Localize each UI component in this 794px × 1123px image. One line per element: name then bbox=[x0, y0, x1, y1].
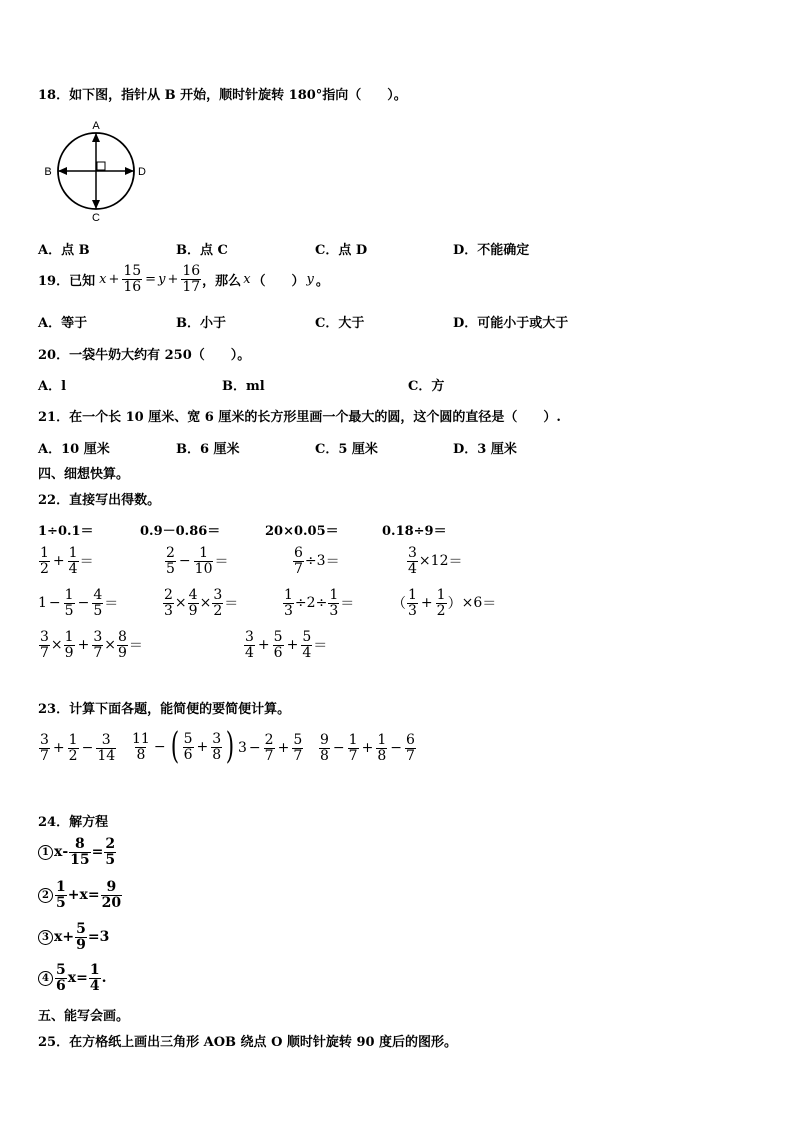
q20-option-c[interactable]: C．方 bbox=[408, 379, 445, 394]
q19-option-b[interactable]: B．小于 bbox=[176, 316, 226, 331]
q22-item-4: 0.18÷9＝ bbox=[382, 524, 447, 539]
q22-item-10: $\frac{2}{3}$ × $\frac{4}{9}$ × $\frac{3}{2}$ ＝ bbox=[164, 587, 239, 619]
q22-item-7: $\frac{6}{7}$ ÷ 3 ＝ bbox=[294, 545, 340, 577]
arrow-down-icon bbox=[92, 200, 100, 209]
q22-item-2: 0.9－0.86＝ bbox=[140, 524, 221, 539]
q23-expr-3: 3 − $\frac{2}{7}$ + $\frac{5}{7}$ bbox=[238, 732, 303, 764]
q18-option-d[interactable]: D．不能确定 bbox=[453, 243, 530, 258]
q23-expr-2: $\frac{11}{8}$ − ( $\frac{5}{6}$ + $\frac{3}{8}$ ) bbox=[132, 726, 235, 767]
q22-item-11: $\frac{1}{3}$ ÷ 2 ÷ $\frac{1}{3}$ ＝ bbox=[284, 587, 355, 619]
q21-option-b[interactable]: B．6 厘米 bbox=[176, 442, 240, 457]
q24-eq-3: 3 x + $\frac{5}{9}$ = 3 bbox=[38, 922, 109, 952]
q23-text: 23．计算下面各题，能简便的要简便计算。 bbox=[38, 702, 291, 717]
arrow-right-icon bbox=[125, 167, 134, 175]
section-5-heading: 五、能写会画。 bbox=[38, 1009, 130, 1024]
label-c: C bbox=[92, 212, 100, 224]
q21-option-d[interactable]: D．3 厘米 bbox=[453, 442, 517, 457]
q19-option-a[interactable]: A．等于 bbox=[38, 316, 88, 331]
q18-text: 18．如下图，指针从 B 开始，顺时针旋转 180°指向（ ）。 bbox=[38, 88, 407, 103]
q23-expr-1: $\frac{3}{7}$ + $\frac{1}{2}$ − $\frac{3}{14}$ bbox=[40, 732, 116, 764]
q18-option-a[interactable]: A．点 B bbox=[38, 243, 90, 258]
q23-expr-4: $\frac{9}{8}$ − $\frac{1}{7}$ + $\frac{1}{8}$ − $\frac{6}{7}$ bbox=[320, 732, 415, 764]
q22-item-5: $\frac{1}{2}$ + $\frac{1}{4}$ ＝ bbox=[40, 545, 94, 577]
q21-text: 21．在一个长 10 厘米、宽 6 厘米的长方形里画一个最大的圆，这个圆的直径是（ ）. bbox=[38, 410, 561, 425]
q22-text: 22．直接写出得数。 bbox=[38, 493, 161, 508]
label-b: B bbox=[44, 166, 52, 178]
q18-option-c[interactable]: C．点 D bbox=[315, 243, 368, 258]
q22-item-8: $\frac{3}{4}$ × 12 ＝ bbox=[408, 545, 463, 577]
q22-item-13: $\frac{3}{7}$ × $\frac{1}{9}$ + $\frac{3}{7}$ × $\frac{8}{9}$ ＝ bbox=[40, 629, 143, 661]
q22-item-3: 20×0.05＝ bbox=[265, 524, 339, 539]
section-4-heading: 四、细想快算。 bbox=[38, 467, 130, 482]
q20-text: 20．一袋牛奶大约有 250（ ）。 bbox=[38, 348, 251, 363]
q24-eq-4: 4 $\frac{5}{6}$ x = $\frac{1}{4}$ . bbox=[38, 963, 106, 993]
q22-item-12: （ $\frac{1}{3}$ + $\frac{1}{2}$ ） × 6 ＝ bbox=[392, 587, 497, 619]
q24-eq-2: 2 $\frac{1}{5}$ + x = $\frac{9}{20}$ bbox=[38, 880, 123, 910]
q22-item-9: 1 − $\frac{1}{5}$ − $\frac{4}{5}$ ＝ bbox=[38, 587, 119, 619]
q20-option-b[interactable]: B．ml bbox=[222, 379, 265, 394]
q24-eq-1: 1 x - $\frac{8}{15}$ = $\frac{2}{5}$ bbox=[38, 837, 117, 867]
q19-option-c[interactable]: C．大于 bbox=[315, 316, 365, 331]
q19-option-d[interactable]: D．可能小于或大于 bbox=[453, 316, 569, 331]
q22-item-6: $\frac{2}{5}$ − $\frac{1}{10}$ ＝ bbox=[166, 545, 229, 577]
q19-stem: 19．已知 x + $\frac{15}{16}$ = y + $\frac{16}{17}$ ，那么 x （ ） y 。 bbox=[38, 263, 329, 295]
label-a: A bbox=[92, 120, 100, 132]
right-angle-mark bbox=[97, 162, 105, 170]
q24-text: 24．解方程 bbox=[38, 815, 109, 830]
q21-option-a[interactable]: A．10 厘米 bbox=[38, 442, 110, 457]
compass-figure bbox=[40, 116, 150, 224]
q25-text: 25．在方格纸上画出三角形 AOB 绕点 O 顺时针旋转 90 度后的图形。 bbox=[38, 1035, 458, 1050]
q18-option-b[interactable]: B．点 C bbox=[176, 243, 228, 258]
arrow-left-icon bbox=[58, 167, 67, 175]
q21-option-c[interactable]: C．5 厘米 bbox=[315, 442, 378, 457]
q20-option-a[interactable]: A．l bbox=[38, 379, 67, 394]
label-d: D bbox=[138, 166, 146, 178]
arrow-up-icon bbox=[92, 133, 100, 142]
q22-item-1: 1÷0.1＝ bbox=[38, 524, 94, 539]
q22-item-14: $\frac{3}{4}$ + $\frac{5}{6}$ + $\frac{5}{4}$ ＝ bbox=[245, 629, 328, 661]
